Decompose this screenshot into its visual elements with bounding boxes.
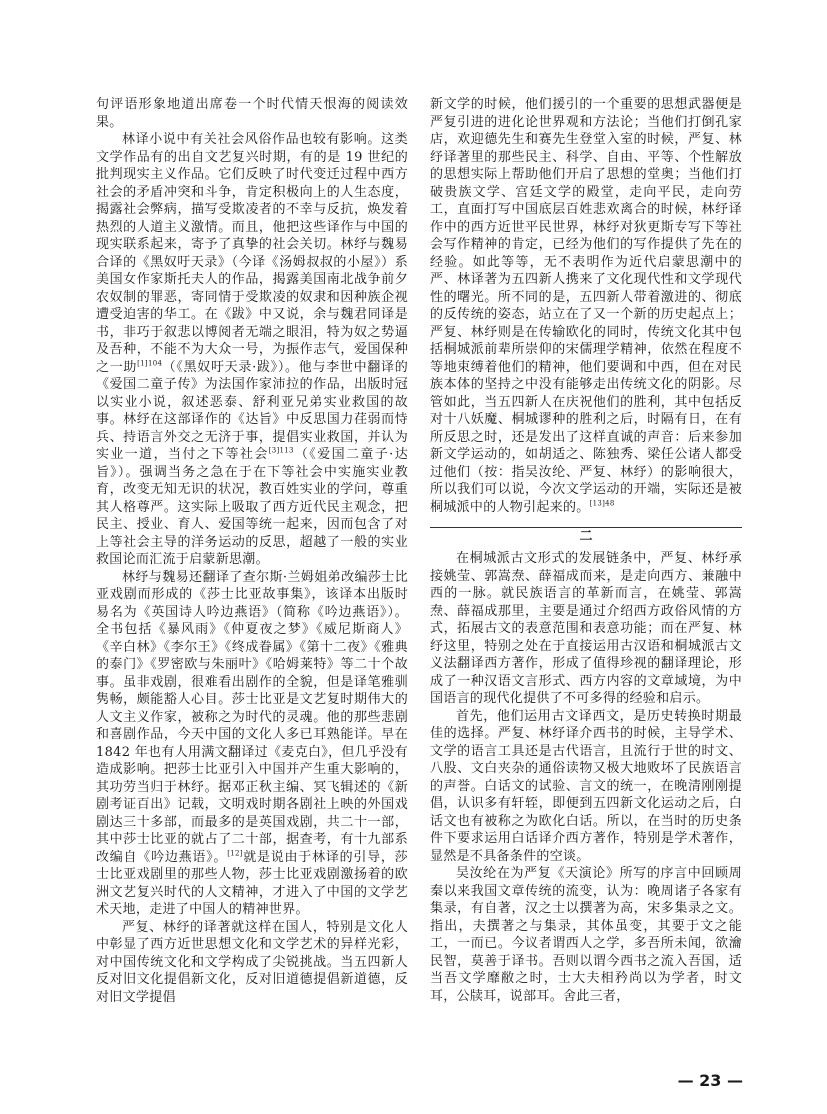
document-page <box>96 96 742 1056</box>
paragraph <box>96 569 408 919</box>
left-column <box>96 96 408 1006</box>
paragraph: 首先，他们运用古文译西文，是历史转换时期最佳的选择。严复、林纾译介西书的时候，主导学术、文学的语言工具还是古代语言，且流行于世的时文、八股、文白夹杂的通俗读物又极大地败坏了民族语言的声誉。白话文的试验、言文的统一，在晚清刚刚提倡，认识多有轩轾，即便到五四新文化运动之后，白话文也有被称之为欧化白话。所以，在当时的历史条件下要求运用白话译介西方著作，特别是学术著作，显然是不具备条件的空谈。 <box>430 708 742 864</box>
paragraph: 严复、林纾的译著就这样在国人，特别是文化人中彰显了西方近世思想文化和文学艺术的异样光彩，对中国传统文化和文学构成了尖锐挑战。当五四新人反对旧文化提倡新文化，反对旧道德提倡新道德，反对旧文学提倡 <box>96 919 408 1005</box>
paragraph-text: （《黑奴吁天录·跋》）。他与李世中翻译的《爱国二童子传》为法国作家沛拉的作品，出版时冠以实业小说，叙述恶泰、舒利亚兄弟实业救国的故事。林纾在这部译作的《达旨》中反思国力荏弱而恃兵、持语言外交之无济于事，提倡实业救国，并认为实业一道，当付之下等社会 <box>96 359 408 462</box>
paragraph-text: 林译小说中有关社会风俗作品也较有影响。这类文学作品有的出自文艺复兴时期，有的是 19 世纪的批判现实主义作品。它们反映了时代变迁过程中西方社会的矛盾冲突和斗争，肯定积极向上的人生态度，揭露社会弊病，描写受欺凌者的不幸与反抗，焕发着热烈的人道主义激情。而且，他把这些译作与中国的现实联系起来，寄予了真挚的社会关切。林纾与魏易合译的《黑奴吁天录》（今译《汤姆叔叔的小屋》）系美国女作家斯托夫人的作品，揭露美国南北战争前夕农奴制的罪恶，寄同情于受欺凌的奴隶和因种族企视遭受迫害的华工。在《跋》中又说，余与魏君同译是书，非巧于叙悲以博阅者无端之眼泪，特为奴之势逼及吾种，不能不为大众一号，为振作志气，爱国保种之一助 <box>96 132 408 375</box>
paragraph-text: 新文学的时候，他们援引的一个重要的思想武器便是严复引进的进化论世界观和方法论；当他们打倒孔家店，欢迎德先生和赛先生登堂入室的时候，严复、林纾译著里的那些民主、科学、自由、平等、个性解放的思想实际上帮助他们开启了思想的堂奥；当他们打破贵族文学、宫廷文学的殿堂，走向平民，走向劳工，直面打写中国底层百姓悲欢离合的时候，林纾译作中的西方近世平民世界，林纾对狄更斯专写下等社会写作精神的肯定，已经为他们的写作提供了先在的经验。如此等等，无不表明作为近代启蒙思潮中的严、林译著为五四新人携来了文化现代性和文学现代性的曙光。所不同的是，五四新人带着激进的、彻底的反传统的姿态，站立在了又一个新的历史起点上；严复、林纾则是在传输欧化的同时，传统文化其中包括桐城派前辈所崇仰的宋儒理学精神，依然在程度不等地束缚着他们的精神，他们要调和中西，但在对民族本体的坚持之中没有能够走出传统文化的阴影。尽管如此，当五四新人在庆祝他们的胜利，其中包括反对十八妖魔、桐城谬种的胜利之后，时隔有日，在有所反思之时，还是发出了这样直诚的声音：后来参加新文学运动的，如胡适之、陈独秀、梁任公诸人都受过他们（按：指吴汝纶、严复、林纾）的影响很大，所以我们可以说，今次文学运动的开端，实际还是被桐城派中的人物引起来的。 <box>430 97 742 515</box>
paragraph: 在桐城派古文形式的发展链条中，严复、林纾承接姚莹、郭嵩焘、薛福成而来，是走向西方、兼融中西的一脉。就民族语言的革新而言，在姚莹、郭嵩焘、薛福成那里，主要是通过介绍西方政俗风情的方式，拓展古文的表意范围和表意功能；而在严复、林纾这里，特别之处在于直接运用古汉语和桐城派古文义法翻译西方著作，形成了值得珍视的翻译理论，形成了一种汉语文言形式、西方内容的文章域境，为中国语言的现代化提供了不可多得的经验和启示。 <box>430 551 742 706</box>
paragraph-text: （《爱国二童子·达旨》）。强调当务之急在于在下等社会中实施实业教育，改变无知无识的状况，教百姓实业的学问，尊重其人格尊严。这实际上吸取了西方近代民主观念，把民主、授业、育人、爱国等统一起来，因而包含了对上等社会主导的洋务运动的反思，超越了一般的实业救国论而汇流于启蒙新思潮。 <box>96 447 408 567</box>
section-number: 二 <box>569 529 602 544</box>
paragraph <box>96 131 408 569</box>
paragraph: 句评语形象地道出席卷一个时代情天恨海的阅读效果。 <box>96 97 408 130</box>
right-column <box>430 96 742 1005</box>
paragraph-text: 就是说由于林译的引导，莎士比亚戏剧里的那些人物，莎士比亚戏剧激扬着的欧洲文艺复兴时代的人文精神，才进入了中国的文学艺术天地，走进了中国人的精神世界。 <box>96 849 408 917</box>
page-number: — 23 — <box>677 1071 743 1090</box>
citation-marker: [13]48 <box>589 499 615 508</box>
citation-marker: [12] <box>227 849 243 858</box>
paragraph-text: 林纾与魏易还翻译了查尔斯·兰姆姐弟改编莎士比亚戏剧而形成的《莎士比亚故事集》，该译本出版时易名为《英国诗人吟边燕语》（简称《吟边燕语》）。全书包括《暴风雨》《仲夏夜之梦》《威尼斯商人》《辛白林》《李尔王》《终成眷属》《第十二夜》《雅典的泰门》《罗密欧与朱丽叶》《哈姆莱特》等二十个故事。虽非戏剧，很难看出剧作的全貌，但是译笔雅驯隽畅，颇能豁人心目。莎士比亚是文艺复时期伟大的人文主义作家，被称之为时代的灵魂。他的那些悲剧和喜剧作品，今天中国的文化人多已耳熟能详。早在 1842 年也有人用满文翻译过《麦克白》，但几乎没有造成影响。把莎士比亚引入中国并产生重大影响的，其功劳当归于林纾。据邓正秋主编、冥飞辑述的《新剧考证百出》记载，文明戏时期各剧社上映的外国戏剧达三十多部，而最多的是英国戏剧，共二十一部，其中莎士比亚的就占了二十部，据查考，有十九部系改编自《吟边燕语》。 <box>96 569 408 865</box>
citation-marker: [3]113 <box>268 446 294 455</box>
section-heading <box>430 525 742 544</box>
paragraph <box>430 96 742 516</box>
citation-marker: [1]104 <box>137 359 163 368</box>
paragraph: 吴汝纶在为严复《天演论》所写的序言中回顾周秦以来我国文章传统的流变，认为：晚周诸子各家有集录，有自著，汉之士以撰著为高，宋多集录之文。指出，夫撰著之与集录，其体虽变，其要于文之能工，一而已。今议者谓西人之学，多吾所未闻，欲瀹民智，莫善于译书。吾则以谓今西书之流入吾国，适当吾文学靡敝之时，士大夫相矜尚以为学者，时文耳，公牍耳，说部耳。舍此三者， <box>430 866 742 1004</box>
